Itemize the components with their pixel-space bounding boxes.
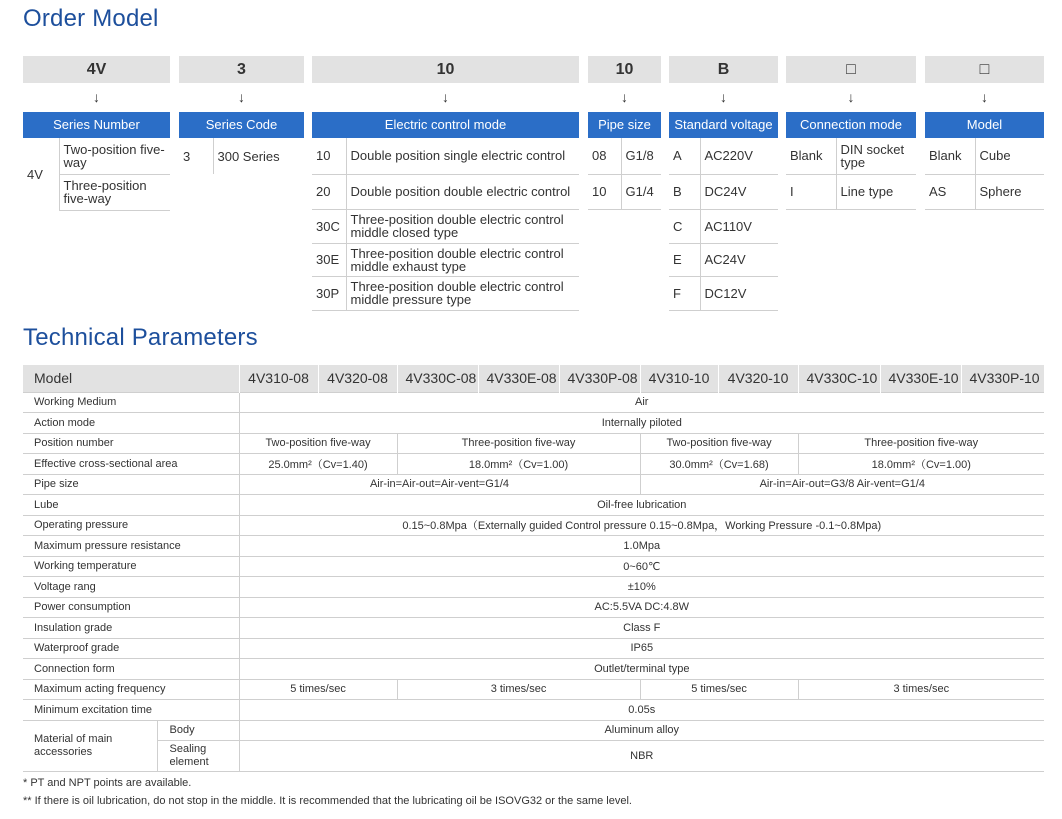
model-name: 4V330C-08 xyxy=(397,365,478,392)
table-row xyxy=(23,638,1044,659)
param-label: Position number xyxy=(23,433,239,454)
option-value: AC220V xyxy=(700,138,778,174)
order-options xyxy=(669,138,778,311)
param-value: AC:5.5VA DC:4.8W xyxy=(239,597,1044,618)
param-value: Aluminum alloy xyxy=(239,720,1044,741)
param-label: Insulation grade xyxy=(23,618,239,639)
order-options xyxy=(179,138,304,174)
table-row xyxy=(23,679,1044,700)
table-row xyxy=(23,413,1044,434)
order-code: □ xyxy=(786,56,916,83)
option-key: 3 xyxy=(179,138,213,174)
model-name: 4V330P-10 xyxy=(961,365,1044,392)
option-key: 08 xyxy=(588,138,621,174)
param-value: Air-in=Air-out=Air-vent=G1/4 xyxy=(239,474,640,495)
model-name: 4V310-10 xyxy=(640,365,718,392)
order-col-electric-control-mode xyxy=(312,56,579,311)
table-row xyxy=(23,720,1044,741)
option-key: 20 xyxy=(312,174,346,209)
footnote: * PT and NPT points are available. xyxy=(23,777,192,789)
order-col-model xyxy=(925,56,1044,210)
arrow-down-icon: ↓ xyxy=(93,89,100,105)
param-value: 30.0mm²（Cv=1.68) xyxy=(640,454,798,475)
order-code: 10 xyxy=(588,56,661,83)
param-sublabel: Sealing element xyxy=(157,741,239,772)
param-label: Minimum excitation time xyxy=(23,700,239,721)
table-row xyxy=(23,474,1044,495)
option-value: 300 Series xyxy=(217,148,280,164)
order-code: 10 xyxy=(312,56,579,83)
option-key: A xyxy=(669,138,700,174)
option-value: Double position single electric control xyxy=(346,138,579,174)
order-model-title: Order Model xyxy=(23,5,159,32)
param-value: Oil-free lubrication xyxy=(239,495,1044,516)
model-name: 4V330C-10 xyxy=(798,365,880,392)
param-value: ±10% xyxy=(239,577,1044,598)
param-sublabel: Body xyxy=(157,720,239,741)
param-label: Effective cross-sectional area xyxy=(23,454,239,475)
order-options xyxy=(312,138,579,311)
table-row xyxy=(23,454,1044,475)
option-value: Double position double electric control xyxy=(346,174,579,209)
table-row xyxy=(23,392,1044,413)
table-row xyxy=(23,433,1044,454)
param-value: 0.15~0.8Mpa（Externally guided Control pressure 0.15~0.8Mpa，Working Pressure -0.1~0.8Mpa) xyxy=(239,515,1044,536)
model-name: 4V320-10 xyxy=(718,365,798,392)
option-key: E xyxy=(669,243,700,276)
option-key: AS xyxy=(925,174,975,209)
option-value: DIN socket type xyxy=(836,138,916,174)
option-value: G1/4 xyxy=(621,174,661,209)
option-key: 30P xyxy=(312,276,346,310)
param-value: 3 times/sec xyxy=(397,679,640,700)
param-label: Working temperature xyxy=(23,556,239,577)
order-header: Connection mode xyxy=(786,112,916,138)
order-code: B xyxy=(669,56,778,83)
table-row xyxy=(23,515,1044,536)
table-row xyxy=(23,495,1044,516)
param-label: Working Medium xyxy=(23,392,239,413)
param-value: Outlet/terminal type xyxy=(239,659,1044,680)
param-value: Two-position five-way xyxy=(640,433,798,454)
option-value: Line type xyxy=(836,174,916,209)
model-name: 4V330E-10 xyxy=(880,365,961,392)
param-label: Material of main accessories xyxy=(23,720,157,772)
table-row xyxy=(23,741,1044,772)
order-header: Electric control mode xyxy=(312,112,579,138)
param-label: Connection form xyxy=(23,659,239,680)
arrow-down-icon: ↓ xyxy=(981,89,988,105)
order-header: Pipe size xyxy=(588,112,661,138)
option-key: Blank xyxy=(925,138,975,174)
model-name: 4V310-08 xyxy=(239,365,318,392)
order-header: Model xyxy=(925,112,1044,138)
order-code: □ xyxy=(925,56,1044,83)
order-code: 4V xyxy=(23,56,170,83)
order-header: Series Number xyxy=(23,112,170,138)
param-value: 5 times/sec xyxy=(239,679,397,700)
option-key: Blank xyxy=(786,138,836,174)
param-value: Internally piloted xyxy=(239,413,1044,434)
param-value: IP65 xyxy=(239,638,1044,659)
tech-params-table xyxy=(23,365,1044,772)
param-label: Lube xyxy=(23,495,239,516)
table-row xyxy=(23,700,1044,721)
arrow-down-icon: ↓ xyxy=(847,89,855,105)
tech-params-title: Technical Parameters xyxy=(23,324,258,351)
option-key: 30C xyxy=(312,209,346,243)
param-value: Air-in=Air-out=G3/8 Air-vent=G1/4 xyxy=(640,474,1044,495)
option-key: I xyxy=(786,174,836,209)
order-col-series-number xyxy=(23,56,170,211)
param-label: Pipe size xyxy=(23,474,239,495)
option-value: Three-position double electric control middle exhaust type xyxy=(346,243,579,276)
option-value: Sphere xyxy=(975,174,1044,209)
table-row xyxy=(23,597,1044,618)
order-header: Standard voltage xyxy=(669,112,778,138)
option-value: Three-position five-way xyxy=(59,174,170,210)
option-value: AC24V xyxy=(700,243,778,276)
param-value: Air xyxy=(239,392,1044,413)
arrow-down-icon: ↓ xyxy=(238,89,245,105)
option-key: C xyxy=(669,209,700,243)
table-row xyxy=(23,556,1044,577)
param-label: Power consumption xyxy=(23,597,239,618)
option-value: Three-position double electric control middle closed type xyxy=(346,209,579,243)
arrow-down-icon: ↓ xyxy=(442,89,449,105)
order-options xyxy=(925,138,1044,210)
arrow-down-icon: ↓ xyxy=(621,89,628,105)
option-value: G1/8 xyxy=(621,138,661,174)
option-value: Two-position five-way xyxy=(59,138,170,174)
param-value: NBR xyxy=(239,741,1044,772)
option-key: 10 xyxy=(588,174,621,209)
param-value: 0~60℃ xyxy=(239,556,1044,577)
option-value: Three-position double electric control middle pressure type xyxy=(346,276,579,310)
param-value: 18.0mm²（Cv=1.00) xyxy=(397,454,640,475)
option-key: B xyxy=(669,174,700,209)
param-value: 1.0Mpa xyxy=(239,536,1044,557)
option-value: DC12V xyxy=(700,276,778,310)
param-value: Three-position five-way xyxy=(397,433,640,454)
model-name: 4V330P-08 xyxy=(559,365,640,392)
table-row xyxy=(23,577,1044,598)
order-options xyxy=(786,138,916,210)
option-value: AC110V xyxy=(700,209,778,243)
param-value: 0.05s xyxy=(239,700,1044,721)
param-value: 5 times/sec xyxy=(640,679,798,700)
table-row xyxy=(23,536,1044,557)
param-label: Maximum pressure resistance xyxy=(23,536,239,557)
model-name: 4V320-08 xyxy=(318,365,397,392)
option-key: F xyxy=(669,276,700,310)
param-value: Class F xyxy=(239,618,1044,639)
param-label: Voltage rang xyxy=(23,577,239,598)
order-col-pipe-size xyxy=(588,56,661,210)
order-col-series-code xyxy=(179,56,304,174)
order-col-connection-mode xyxy=(786,56,916,210)
option-key: 30E xyxy=(312,243,346,276)
footnote: ** If there is oil lubrication, do not stop in the middle. It is recommended that the lubricating oil be ISOVG32 or the same level. xyxy=(23,795,632,807)
option-value: Cube xyxy=(975,138,1044,174)
table-row xyxy=(23,659,1044,680)
model-header: Model xyxy=(23,365,239,392)
param-value: 25.0mm²（Cv=1.40) xyxy=(239,454,397,475)
model-name: 4V330E-08 xyxy=(478,365,559,392)
option-key: 4V xyxy=(23,138,59,210)
param-label: Maximum acting frequency xyxy=(23,679,239,700)
option-key: 10 xyxy=(312,138,346,174)
param-value: 18.0mm²（Cv=1.00) xyxy=(798,454,1044,475)
param-label: Waterproof grade xyxy=(23,638,239,659)
order-options xyxy=(23,138,170,211)
table-row xyxy=(23,618,1044,639)
param-value: Two-position five-way xyxy=(239,433,397,454)
order-options xyxy=(588,138,661,210)
param-value: 3 times/sec xyxy=(798,679,1044,700)
param-value: Three-position five-way xyxy=(798,433,1044,454)
param-label: Action mode xyxy=(23,413,239,434)
order-col-standard-voltage xyxy=(669,56,778,311)
arrow-down-icon: ↓ xyxy=(720,89,727,105)
order-code: 3 xyxy=(179,56,304,83)
order-header: Series Code xyxy=(179,112,304,138)
option-value: DC24V xyxy=(700,174,778,209)
param-label: Operating pressure xyxy=(23,515,239,536)
